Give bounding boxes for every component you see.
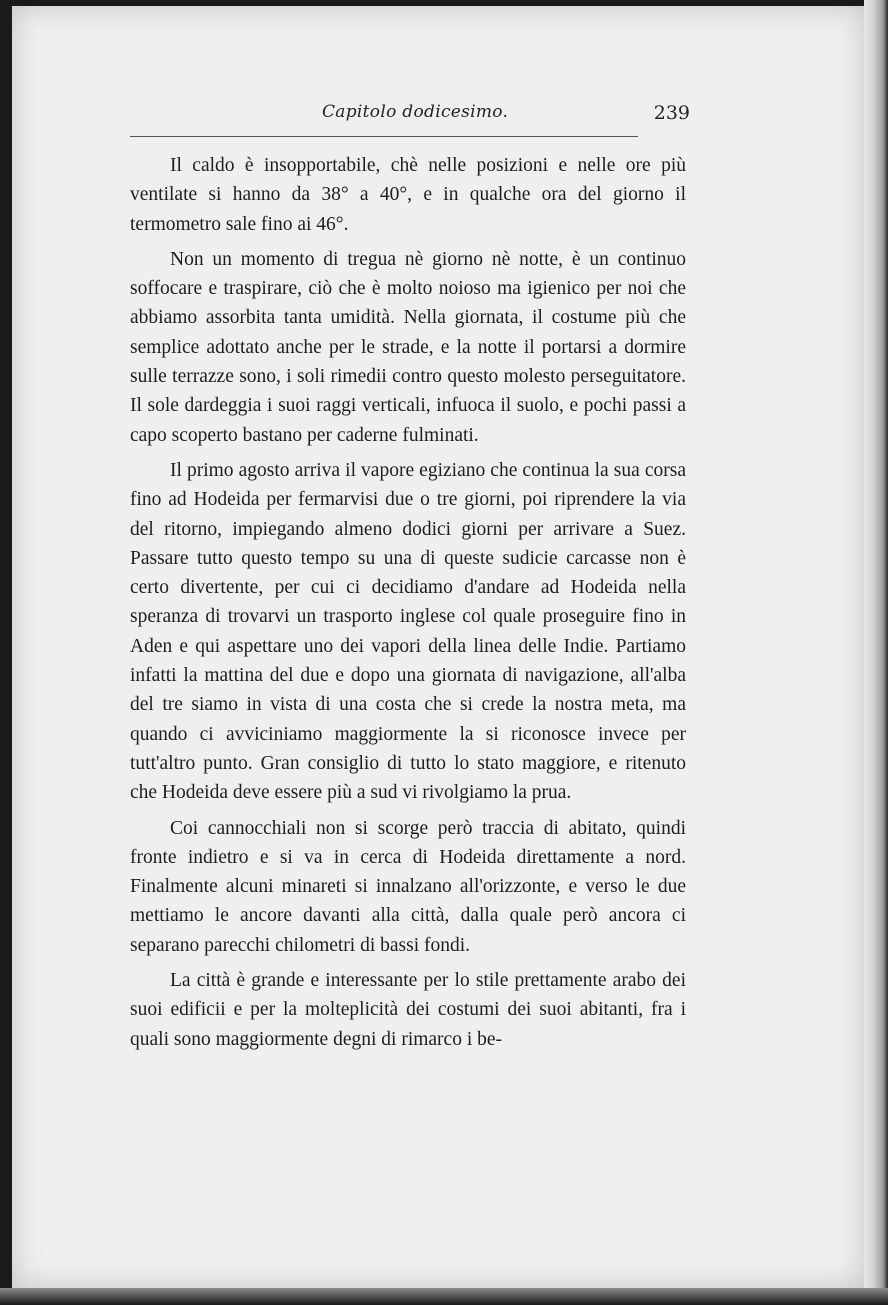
running-title: Capitolo dodicesimo. [322,102,509,122]
page-right-edge [864,0,888,1305]
paragraph-2: Non un momento di tregua nè giorno nè notte, è un continuo soffocare e traspirare, ciò che è molto noioso ma igienico per noi che abbiamo assorbita tanta umidità. Nella giornata, il costume più che semplice adottato anche per le strade, e la notte il portarsi a dormire sulle terrazze sono, i soli rimedii contro questo molesto perseguitatore. Il sole dardeggia i suoi raggi verticali, infuoca il suolo, e pochi passi a capo scoperto bastano per caderne fulminati. [130,248,686,446]
book-page [12,6,864,1288]
paragraph-3: Il primo agosto arriva il vapore egiziano che continua la sua corsa fino ad Hodeida per fermarvisi due o tre giorni, poi riprendere la via del ritorno, impiegando almeno dodici giorni per arrivare a Suez. Passare tutto questo tempo su una di queste sudicie carcasse non è certo divertente, per cui ci decidiamo d'andare ad Hodeida nella speranza di trovarvi un trasporto inglese col quale proseguire fino in Aden e qui aspettare uno dei vapori della linea delle Indie. Partiamo infatti la mattina del due e dopo una giornata di navigazione, all'alba del tre siamo in vista di una costa che si crede la nostra meta, ma quando ci avviciniamo maggiormente la si riconosce invece per tutt'altro punto. Gran consiglio di tutto lo stato maggiore, e ritenuto che Hodeida deve essere più a sud vi rivolgiamo la prua. [130,459,686,804]
header-rule [130,136,638,137]
page-header [130,98,690,138]
paragraph-5: La città è grande e interessante per lo stile prettamente arabo dei suoi edificii e per la molteplicità dei costumi dei suoi abitanti, fra i quali sono maggiormente degni di rimarco i be- [130,970,686,1050]
page-number: 239 [653,102,690,124]
page-bottom-edge [0,1288,888,1305]
body-text [130,151,686,1060]
paragraph-4: Coi cannocchiali non si scorge però traccia di abitato, quindi fronte indietro e si va in cerca di Hodeida direttamente a nord. Finalmente alcuni minareti si innalzano all'orizzonte, e verso le due mettiamo le ancore davanti alla città, dalla quale però ancora ci separano parecchi chilometri di bassi fondi. [130,817,686,956]
paragraph-1: Il caldo è insopportabile, chè nelle posizioni e nelle ore più ventilate si hanno da 38° a 40°, e in qualche ora del giorno il termometro sale fino ai 46°. [130,155,686,235]
